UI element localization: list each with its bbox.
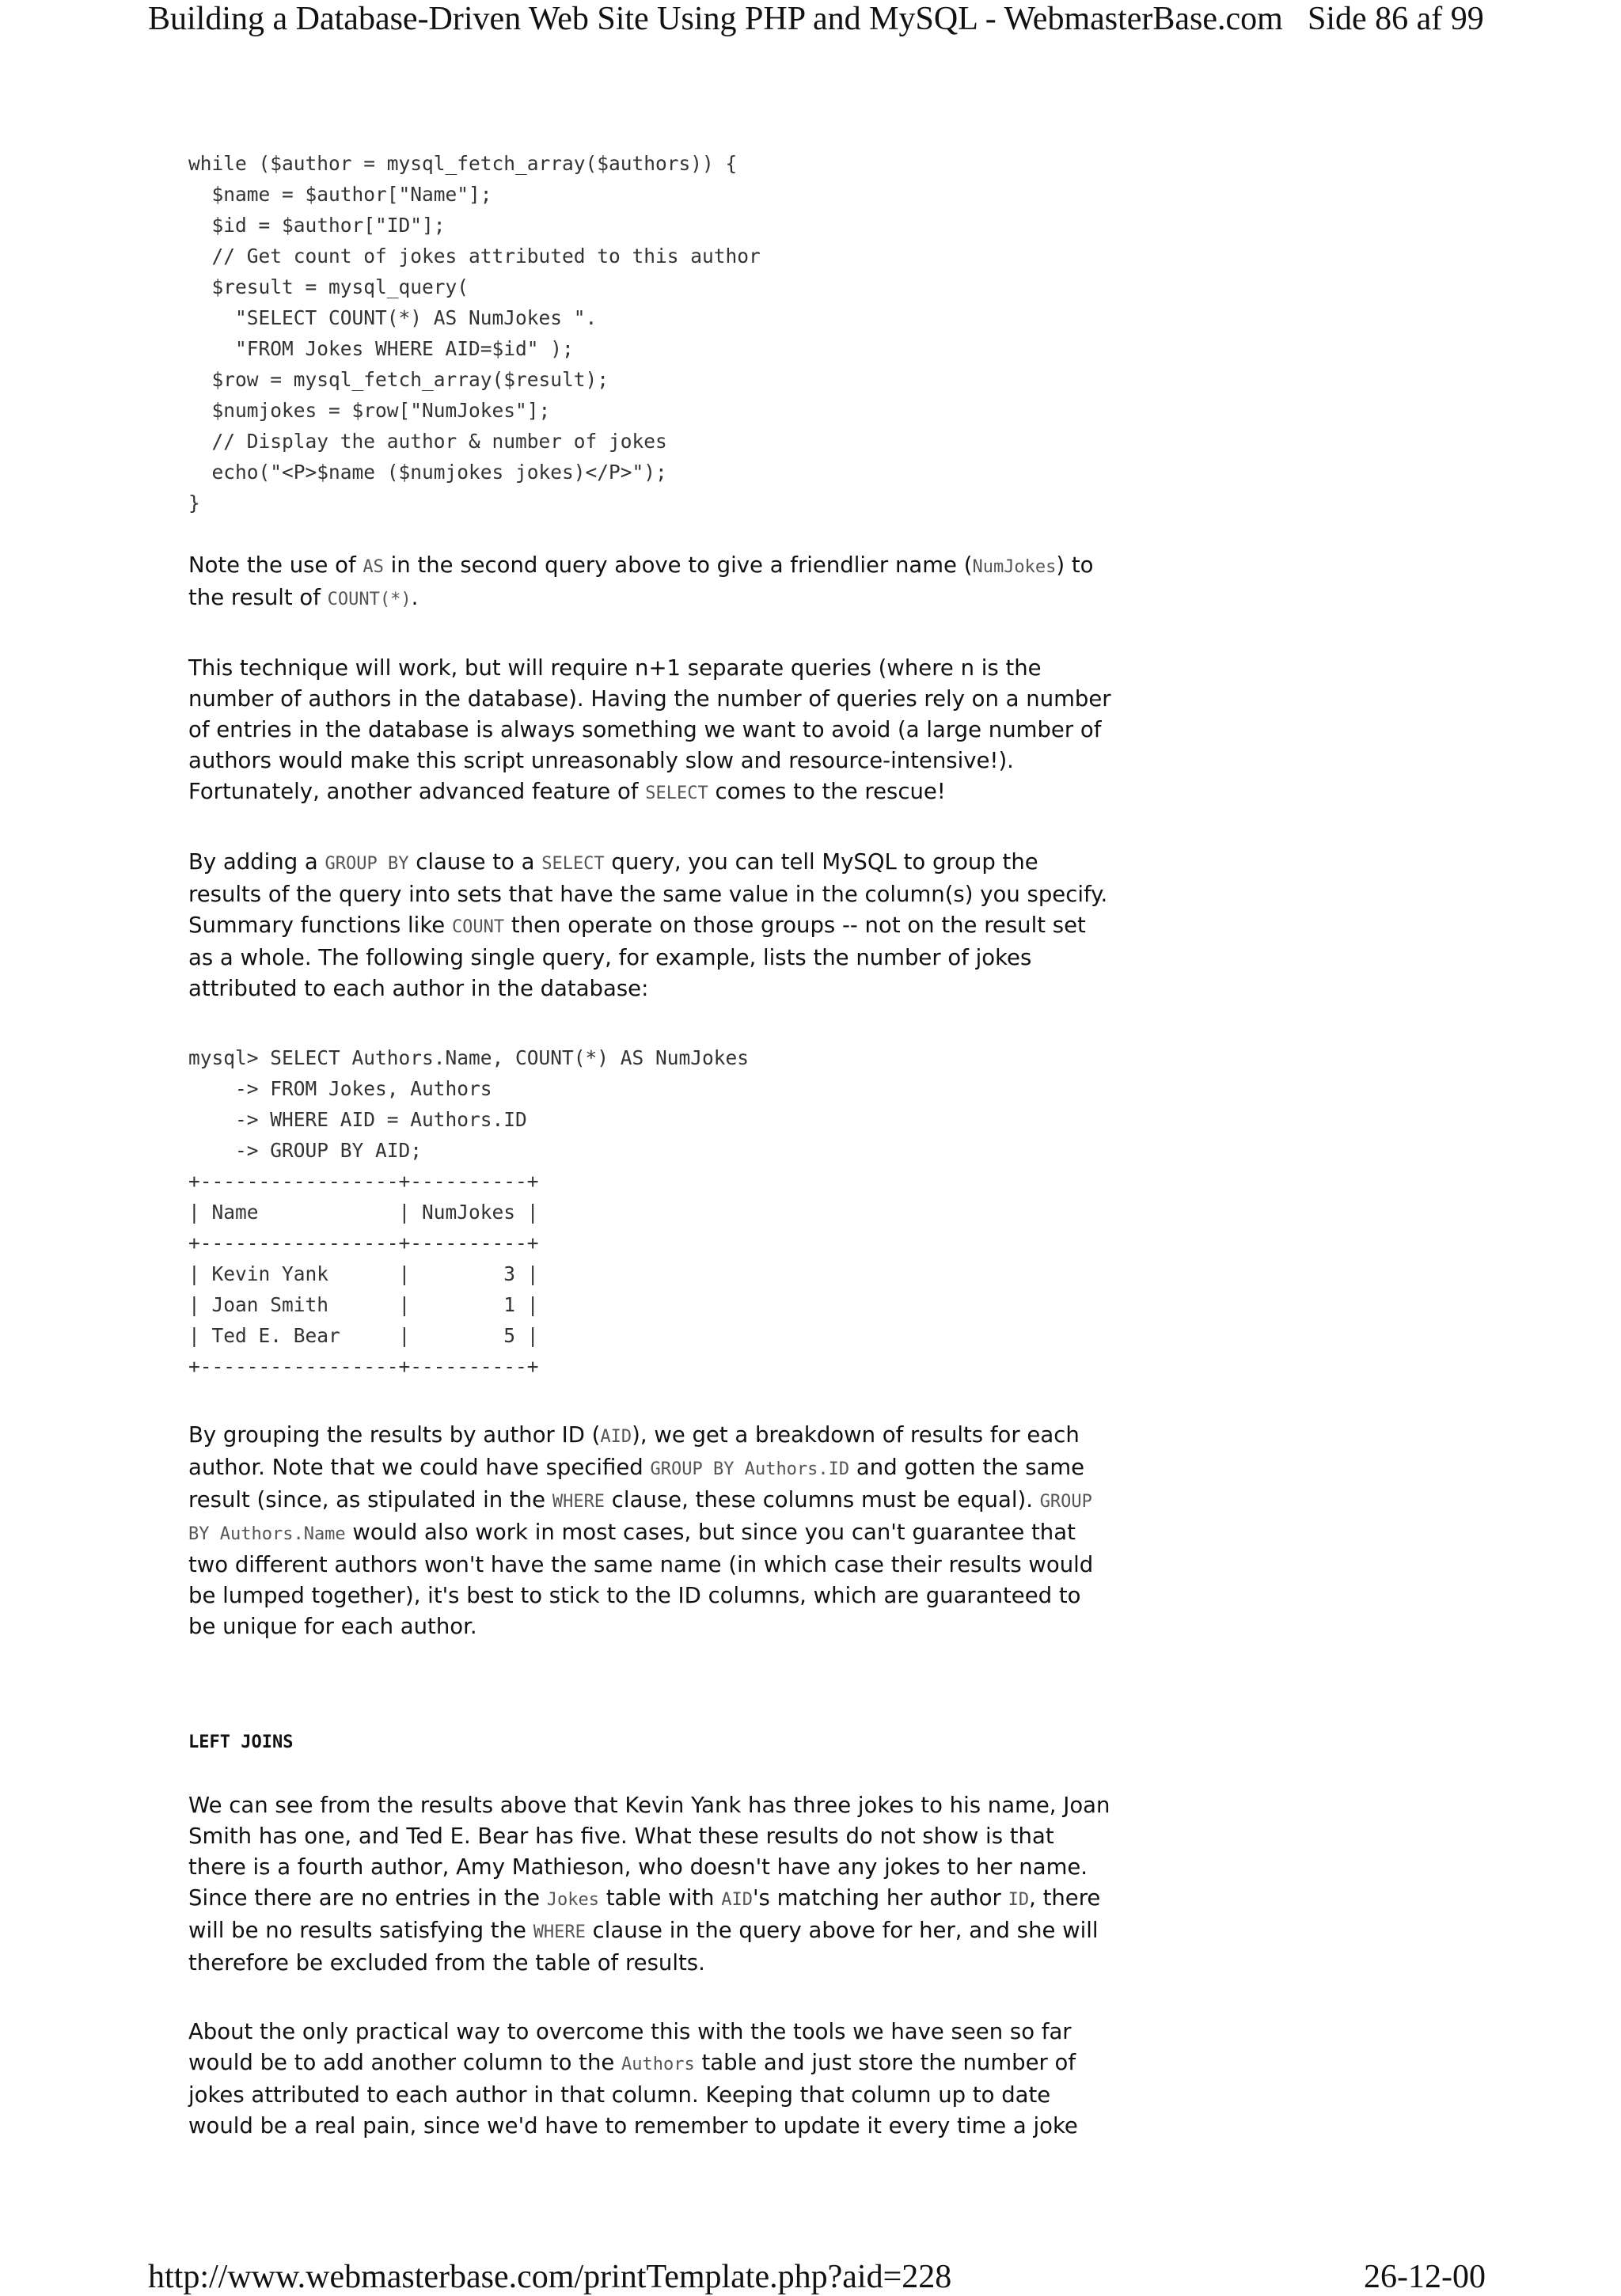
code-line: -> WHERE AID = Authors.ID: [188, 1108, 527, 1131]
table-border: +-----------------+----------+: [188, 1170, 539, 1193]
table-header-row: | Name | NumJokes |: [188, 1201, 539, 1224]
code-line: }: [188, 491, 200, 514]
paragraph-practical-way: About the only practical way to overcome this with the tools we have seen so far would be to add another column to the Authors table and just store the number of jokes attributed to each author in that column. Keeping that column up to date would be a real pain, since we'd have to remember to update it every time a joke: [188, 2019, 1078, 2139]
code-line: "SELECT COUNT(*) AS NumJokes ".: [188, 306, 598, 329]
table-row: | Ted E. Bear | 5 |: [188, 1324, 539, 1347]
code-line: $name = $author["Name"];: [188, 183, 492, 206]
paragraph-group-by: By adding a GROUP BY clause to a SELECT query, you can tell MySQL to group the results of the query into sets that have the same value in the column(s) you specify. Summary functions like COUNT then operate on those groups -- not on the result set as a whole. The following single query, for example, lists the number of jokes attributed to each author in the database:: [188, 849, 1108, 1001]
code-line: $id = $author["ID"];: [188, 214, 446, 237]
code-line: // Display the author & number of jokes: [188, 430, 667, 453]
code-line: $row = mysql_fetch_array($result);: [188, 368, 609, 391]
code-line: $numjokes = $row["NumJokes"];: [188, 399, 551, 422]
code-line: -> FROM Jokes, Authors: [188, 1077, 492, 1100]
footer-date: 26-12-00: [1364, 2259, 1486, 2295]
code-line: mysql> SELECT Authors.Name, COUNT(*) AS NumJokes: [188, 1046, 750, 1069]
paragraph-left-joins-intro: We can see from the results above that Kevin Yank has three jokes to his name, Joan Smith has one, and Ted E. Bear has five. What these results do not show is that there is a fourth author, Amy Mathieson, who doesn't have any jokes to her name. Since there are no entries in the Jokes table with AID's matching her author ID, there will be no results satisfying the WHERE clause in the query above for her, and she will therefore be excluded from the table of results.: [188, 1793, 1110, 1975]
code-line: echo("<P>$name ($numjokes jokes)</P>");: [188, 461, 667, 484]
code-line: -> GROUP BY AID;: [188, 1139, 423, 1162]
code-line: // Get count of jokes attributed to this author: [188, 245, 761, 268]
php-code-block: [188, 148, 1114, 518]
code-line: $result = mysql_query(: [188, 275, 469, 298]
table-row: | Joan Smith | 1 |: [188, 1293, 539, 1316]
table-border: +-----------------+----------+: [188, 1355, 539, 1378]
table-border: +-----------------+----------+: [188, 1231, 539, 1254]
document-content: [188, 148, 1114, 2142]
footer-url: http://www.webmasterbase.com/printTemplate.php?aid=228: [148, 2259, 952, 2295]
table-row: | Kevin Yank | 3 |: [188, 1262, 539, 1285]
paragraph-grouping-results: By grouping the results by author ID (AID), we get a breakdown of results for each author. Note that we could have specified GROUP BY Authors.ID and gotten the same result (since, as stipulated in the WHERE clause, these columns must be equal). GROUP BY Authors.Name would also work in most cases, but since you can't guarantee that two different authors won't have the same name (in which case their results would be lumped together), it's best to stick to the ID columns, which are guaranteed to be unique for each author.: [188, 1422, 1094, 1639]
mysql-query-block: [188, 1042, 1114, 1382]
page-header-title: Building a Database-Driven Web Site Using PHP and MySQL - WebmasterBase.com: [148, 1, 1283, 37]
page-number: Side 86 af 99: [1308, 1, 1484, 37]
code-line: "FROM Jokes WHERE AID=$id" );: [188, 337, 574, 360]
paragraph-n-plus-one: This technique will work, but will require n+1 separate queries (where n is the number of authors in the database). Having the number of queries rely on a number of entries in the database is always something we want to avoid (a large number of authors would make this script unreasonably slow and resource-intensive!). Fortunately, another advanced feature of SELECT comes to the rescue!: [188, 655, 1111, 804]
paragraph-as-note: Note the use of AS in the second query above to give a friendlier name (NumJokes) to the result of COUNT(*).: [188, 552, 1094, 610]
code-line: while ($author = mysql_fetch_array($authors)) {: [188, 152, 738, 175]
section-heading: LEFT JOINS: [188, 1732, 294, 1752]
